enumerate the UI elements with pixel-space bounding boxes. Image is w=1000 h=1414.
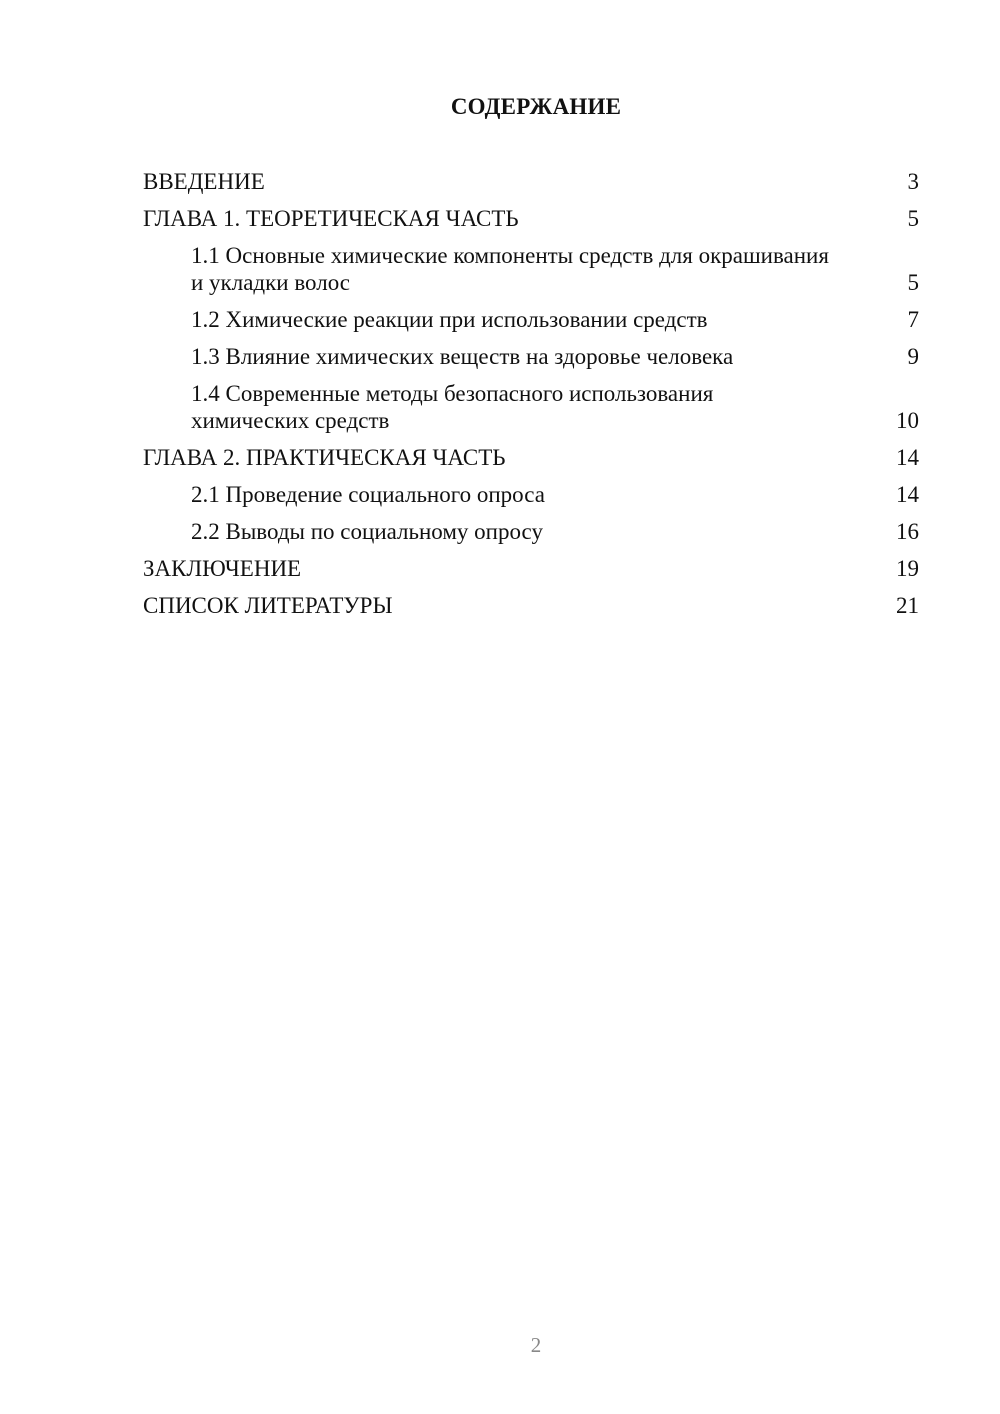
toc-entry-section-1-4[interactable] — [143, 380, 919, 434]
toc-entry-chapter-1[interactable] — [143, 205, 919, 232]
toc-entry-page: 19 — [896, 556, 919, 581]
toc-entry-section-2-1[interactable] — [143, 481, 919, 508]
toc-entry-page: 16 — [896, 519, 919, 544]
toc-entry-label: ЗАКЛЮЧЕНИЕ — [143, 556, 302, 581]
toc-entry-bibliography[interactable] — [143, 592, 919, 619]
toc-entry-page: 3 — [907, 169, 919, 194]
toc-entry-label: 2.2 Выводы по социальному опросу — [191, 519, 543, 544]
toc-entry-page: 5 — [907, 206, 919, 231]
toc-entry-conclusion[interactable] — [143, 555, 919, 582]
toc-entry-page: 5 — [907, 270, 919, 295]
toc-entry-label: ГЛАВА 1. ТЕОРЕТИЧЕСКАЯ ЧАСТЬ — [143, 206, 519, 231]
toc-title: СОДЕРЖАНИЕ — [450, 94, 622, 119]
toc-entry-label: ГЛАВА 2. ПРАКТИЧЕСКАЯ ЧАСТЬ — [143, 445, 506, 470]
toc-entry-introduction[interactable] — [143, 168, 919, 195]
toc-entry-label: 1.3 Влияние химических веществ на здоровье человека — [191, 344, 734, 369]
toc-entry-chapter-2[interactable] — [143, 444, 919, 471]
toc-entry-page: 21 — [896, 593, 919, 618]
toc-entry-page: 9 — [907, 344, 919, 369]
table-of-contents — [143, 168, 919, 629]
toc-entry-section-1-2[interactable] — [143, 306, 919, 333]
page-number: 2 — [530, 1333, 542, 1357]
toc-entry-page: 14 — [896, 482, 919, 507]
toc-entry-label: ВВЕДЕНИЕ — [143, 169, 265, 194]
toc-entry-label: 1.4 Современные методы безопасного использования химических средств — [191, 381, 714, 433]
toc-entry-section-2-2[interactable] — [143, 518, 919, 545]
toc-entry-page: 14 — [896, 445, 919, 470]
toc-entry-section-1-3[interactable] — [143, 343, 919, 370]
toc-entry-page: 7 — [907, 307, 919, 332]
toc-entry-page: 10 — [896, 408, 919, 433]
toc-entry-label: 1.2 Химические реакции при использовании средств — [191, 307, 708, 332]
toc-entry-label: 2.1 Проведение социального опроса — [191, 482, 545, 507]
toc-entry-section-1-1[interactable] — [143, 242, 919, 296]
toc-entry-label: 1.1 Основные химические компоненты средств для окрашивания и укладки волос — [191, 243, 829, 295]
toc-entry-label: СПИСОК ЛИТЕРАТУРЫ — [143, 593, 393, 618]
